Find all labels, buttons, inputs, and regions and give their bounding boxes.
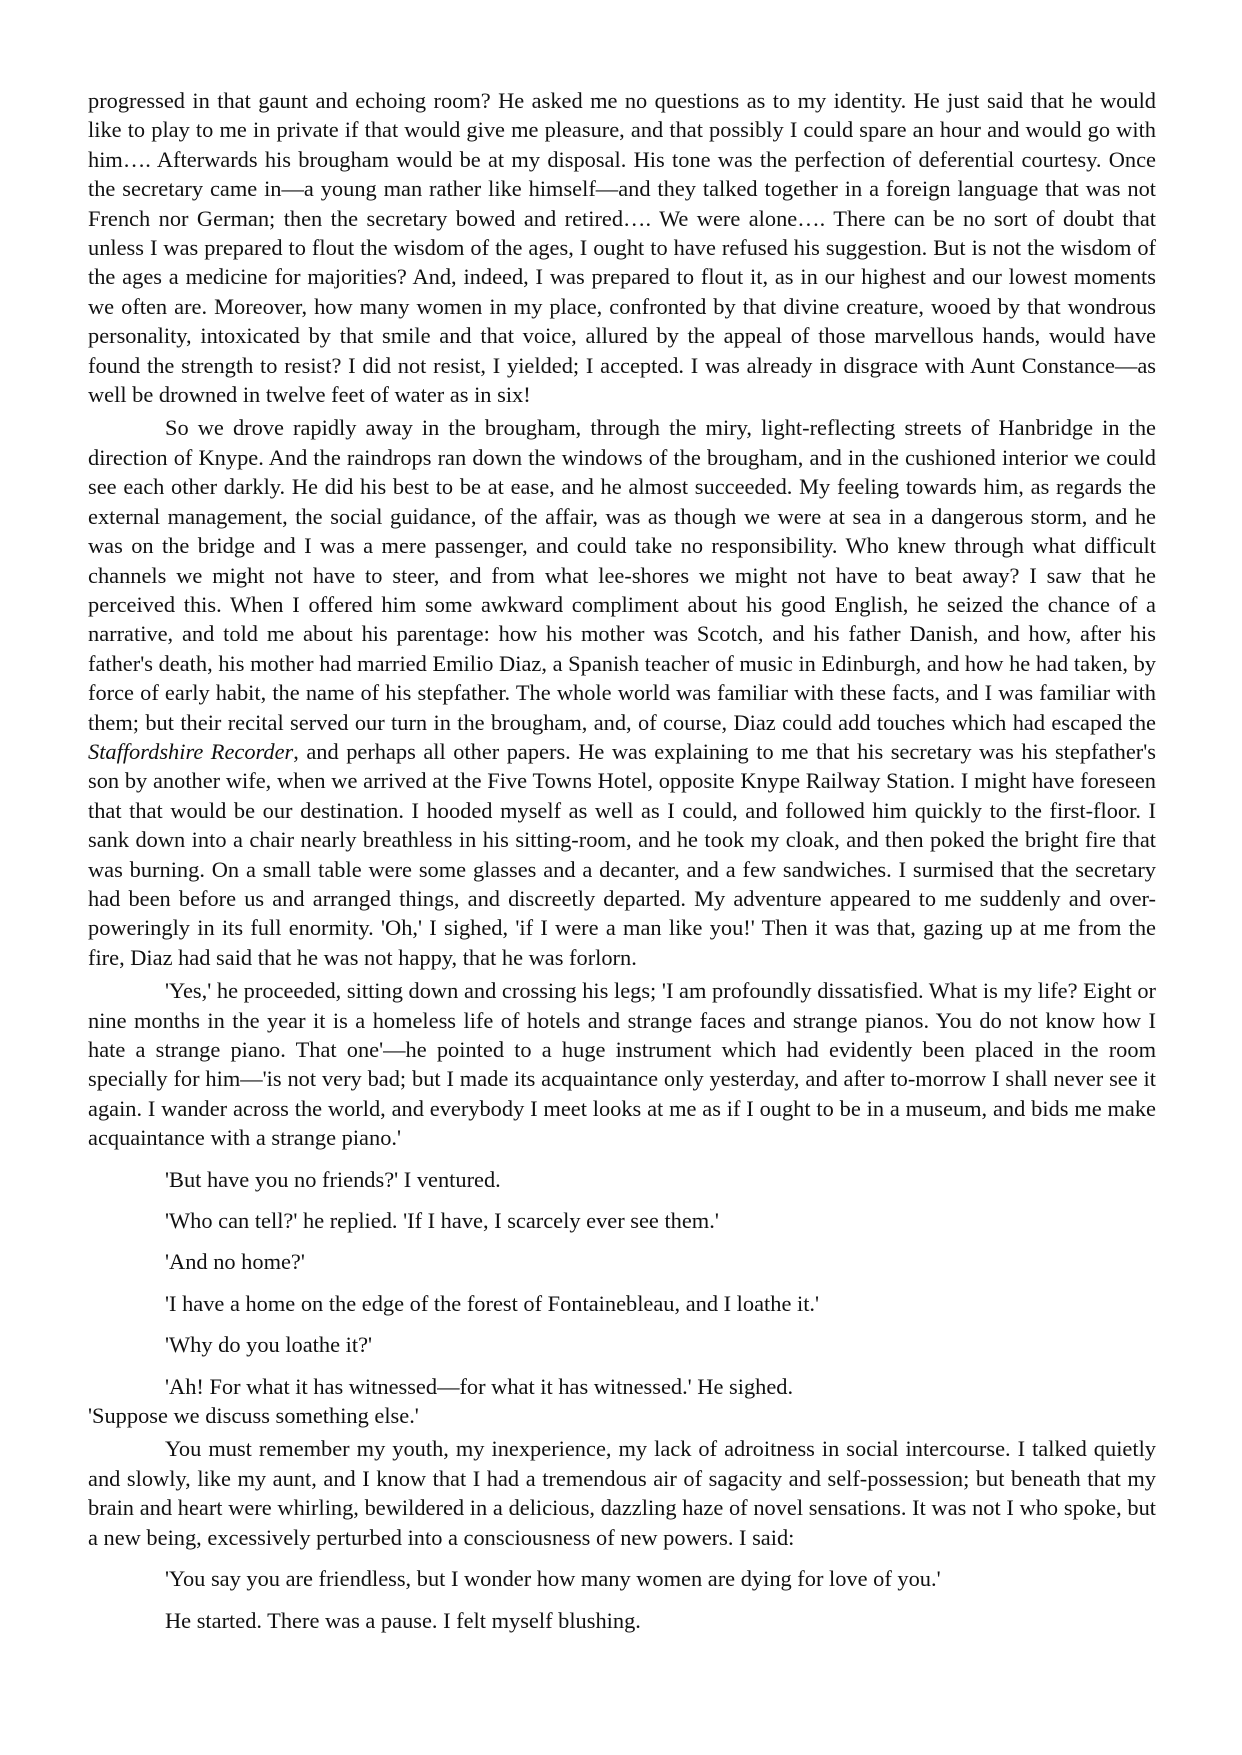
dialog-dying-for-love: 'You say you are friendless, but I wonder how many women are dying for love of you.'	[165, 1566, 941, 1592]
dialog-witnessed: 'Ah! For what it has witnessed—for what it has witnessed.' He sighed.	[165, 1373, 794, 1399]
dialog-discuss-else: 'Suppose we discuss something else.'	[88, 1403, 419, 1429]
page-body	[88, 86, 1156, 1635]
dialog-fontainebleau: 'I have a home on the edge of the forest of Fontainebleau, and I loathe it.'	[165, 1290, 820, 1316]
paragraph-dissatisfied: 'Yes,' he proceeded, sitting down and crossing his legs; 'I am profoundly dissatisfied. What is my life? Eight or nine months in the year it is a homeless life of hotels and strange faces and strange pianos. You do not know how I hate a strange piano. That one'—he pointed to a huge instrument which had evidently been placed in the room specially for him—'is not very bad; but I made its acquaintance only yesterday, and after to-morrow I shall never see it again. I wander across the world, and everybody I meet looks at me as if I ought to be in a museum, and bids me make acquaintance with a strange piano.'	[88, 978, 1156, 1151]
dialog-why-loathe: 'Why do you loathe it?'	[165, 1332, 373, 1358]
dialog-no-friends: 'But have you no friends?' I ventured.	[165, 1166, 501, 1192]
newspaper-title: Staffordshire Recorder	[88, 738, 294, 764]
paragraph-drive-text-b: , and perhaps all other papers. He was explaining to me that his secretary was his stepfather's son by another wife, when we arrived at the Five Towns Hotel, opposite Knype Railway Station. I might have foreseen that that would be our destination. I hooded myself as well as I could, and followed him quickly to the first-floor. I sank down into a chair nearly breathless in his sitting-room, and he took my cloak, and then poked the bright fire that was burning. On a small table were some glasses and a decanter, and a few sandwiches. I surmised that the secretary had been before us and arranged things, and discreetly departed. My adventure appeared to me suddenly and over-poweringly in its full enormity. 'Oh,' I sighed, 'if I were a man like you!' Then it was that, gazing up at me from the fire, Diaz had said that he was not happy, that he was forlorn.	[88, 738, 1156, 970]
paragraph-youth: You must remember my youth, my inexperience, my lack of adroitness in social intercourse. I talked quietly and slowly, like my aunt, and I know that I had a tremendous air of sagacity and self-possession; but beneath that my brain and heart were whirling, bewildered in a delicious, dazzling haze of novel sensations. It was not I who spoke, but a new being, excessively perturbed into a consciousness of new powers. I said:	[88, 1436, 1156, 1550]
dialog-no-home: 'And no home?'	[165, 1249, 305, 1275]
dialog-blushing: He started. There was a pause. I felt myself blushing.	[165, 1607, 641, 1633]
paragraph-brougham-offer: progressed in that gaunt and echoing room? He asked me no questions as to my identity. He just said that he would like to play to me in private if that would give me pleasure, and that possibly I could spare an hour and would go with him…. Afterwards his brougham would be at my disposal. His tone was the perfection of deferential courtesy. Once the secretary came in—a young man rather like himself—and they talked together in a foreign language that was not French nor German; then the secretary bowed and retired…. We were alone…. There can be no sort of doubt that unless I was prepared to flout the wisdom of the ages, I ought to have refused his suggestion. But is not the wisdom of the ages a medicine for majorities? And, indeed, I was prepared to flout it, as in our highest and our lowest moments we often are. Moreover, how many women in my place, confronted by that divine creature, wooed by that wondrous personality, intoxicated by that smile and that voice, allured by the appeal of those marvellous hands, would have found the strength to resist? I did not resist, I yielded; I accepted. I was already in disgrace with Aunt Constance—as well be drowned in twelve feet of water as in six!	[88, 88, 1156, 408]
dialog-who-can-tell: 'Who can tell?' he replied. 'If I have, I scarcely ever see them.'	[165, 1208, 719, 1234]
paragraph-drive-to-hotel	[88, 413, 1156, 972]
paragraph-drive-text-a: So we drove rapidly away in the brougham, through the miry, light-reflecting streets of Hanbridge in the direction of Knype. And the raindrops ran down the windows of the brougham, and in the cushioned interior we could see each other darkly. He did his best to be at ease, and he almost succeeded. My feeling towards him, as regards the external management, the social guidance, of the affair, was as though we were at sea in a dangerous storm, and he was on the bridge and I was a mere passenger, and could take no responsibility. Who knew through what difficult channels we might not have to steer, and from what lee-shores we might not have to beat away? I saw that he perceived this. When I offered him some awkward compliment about his good English, he seized the chance of a narrative, and told me about his parentage: how his mother was Scotch, and his father Danish, and how, after his father's death, his mother had married Emilio Diaz, a Spanish teacher of music in Edinburgh, and how he had taken, by force of early habit, the name of his stepfather. The whole world was familiar with these facts, and I was familiar with them; but their recital served our turn in the brougham, and, of course, Diaz could add touches which had escaped the	[88, 415, 1156, 735]
